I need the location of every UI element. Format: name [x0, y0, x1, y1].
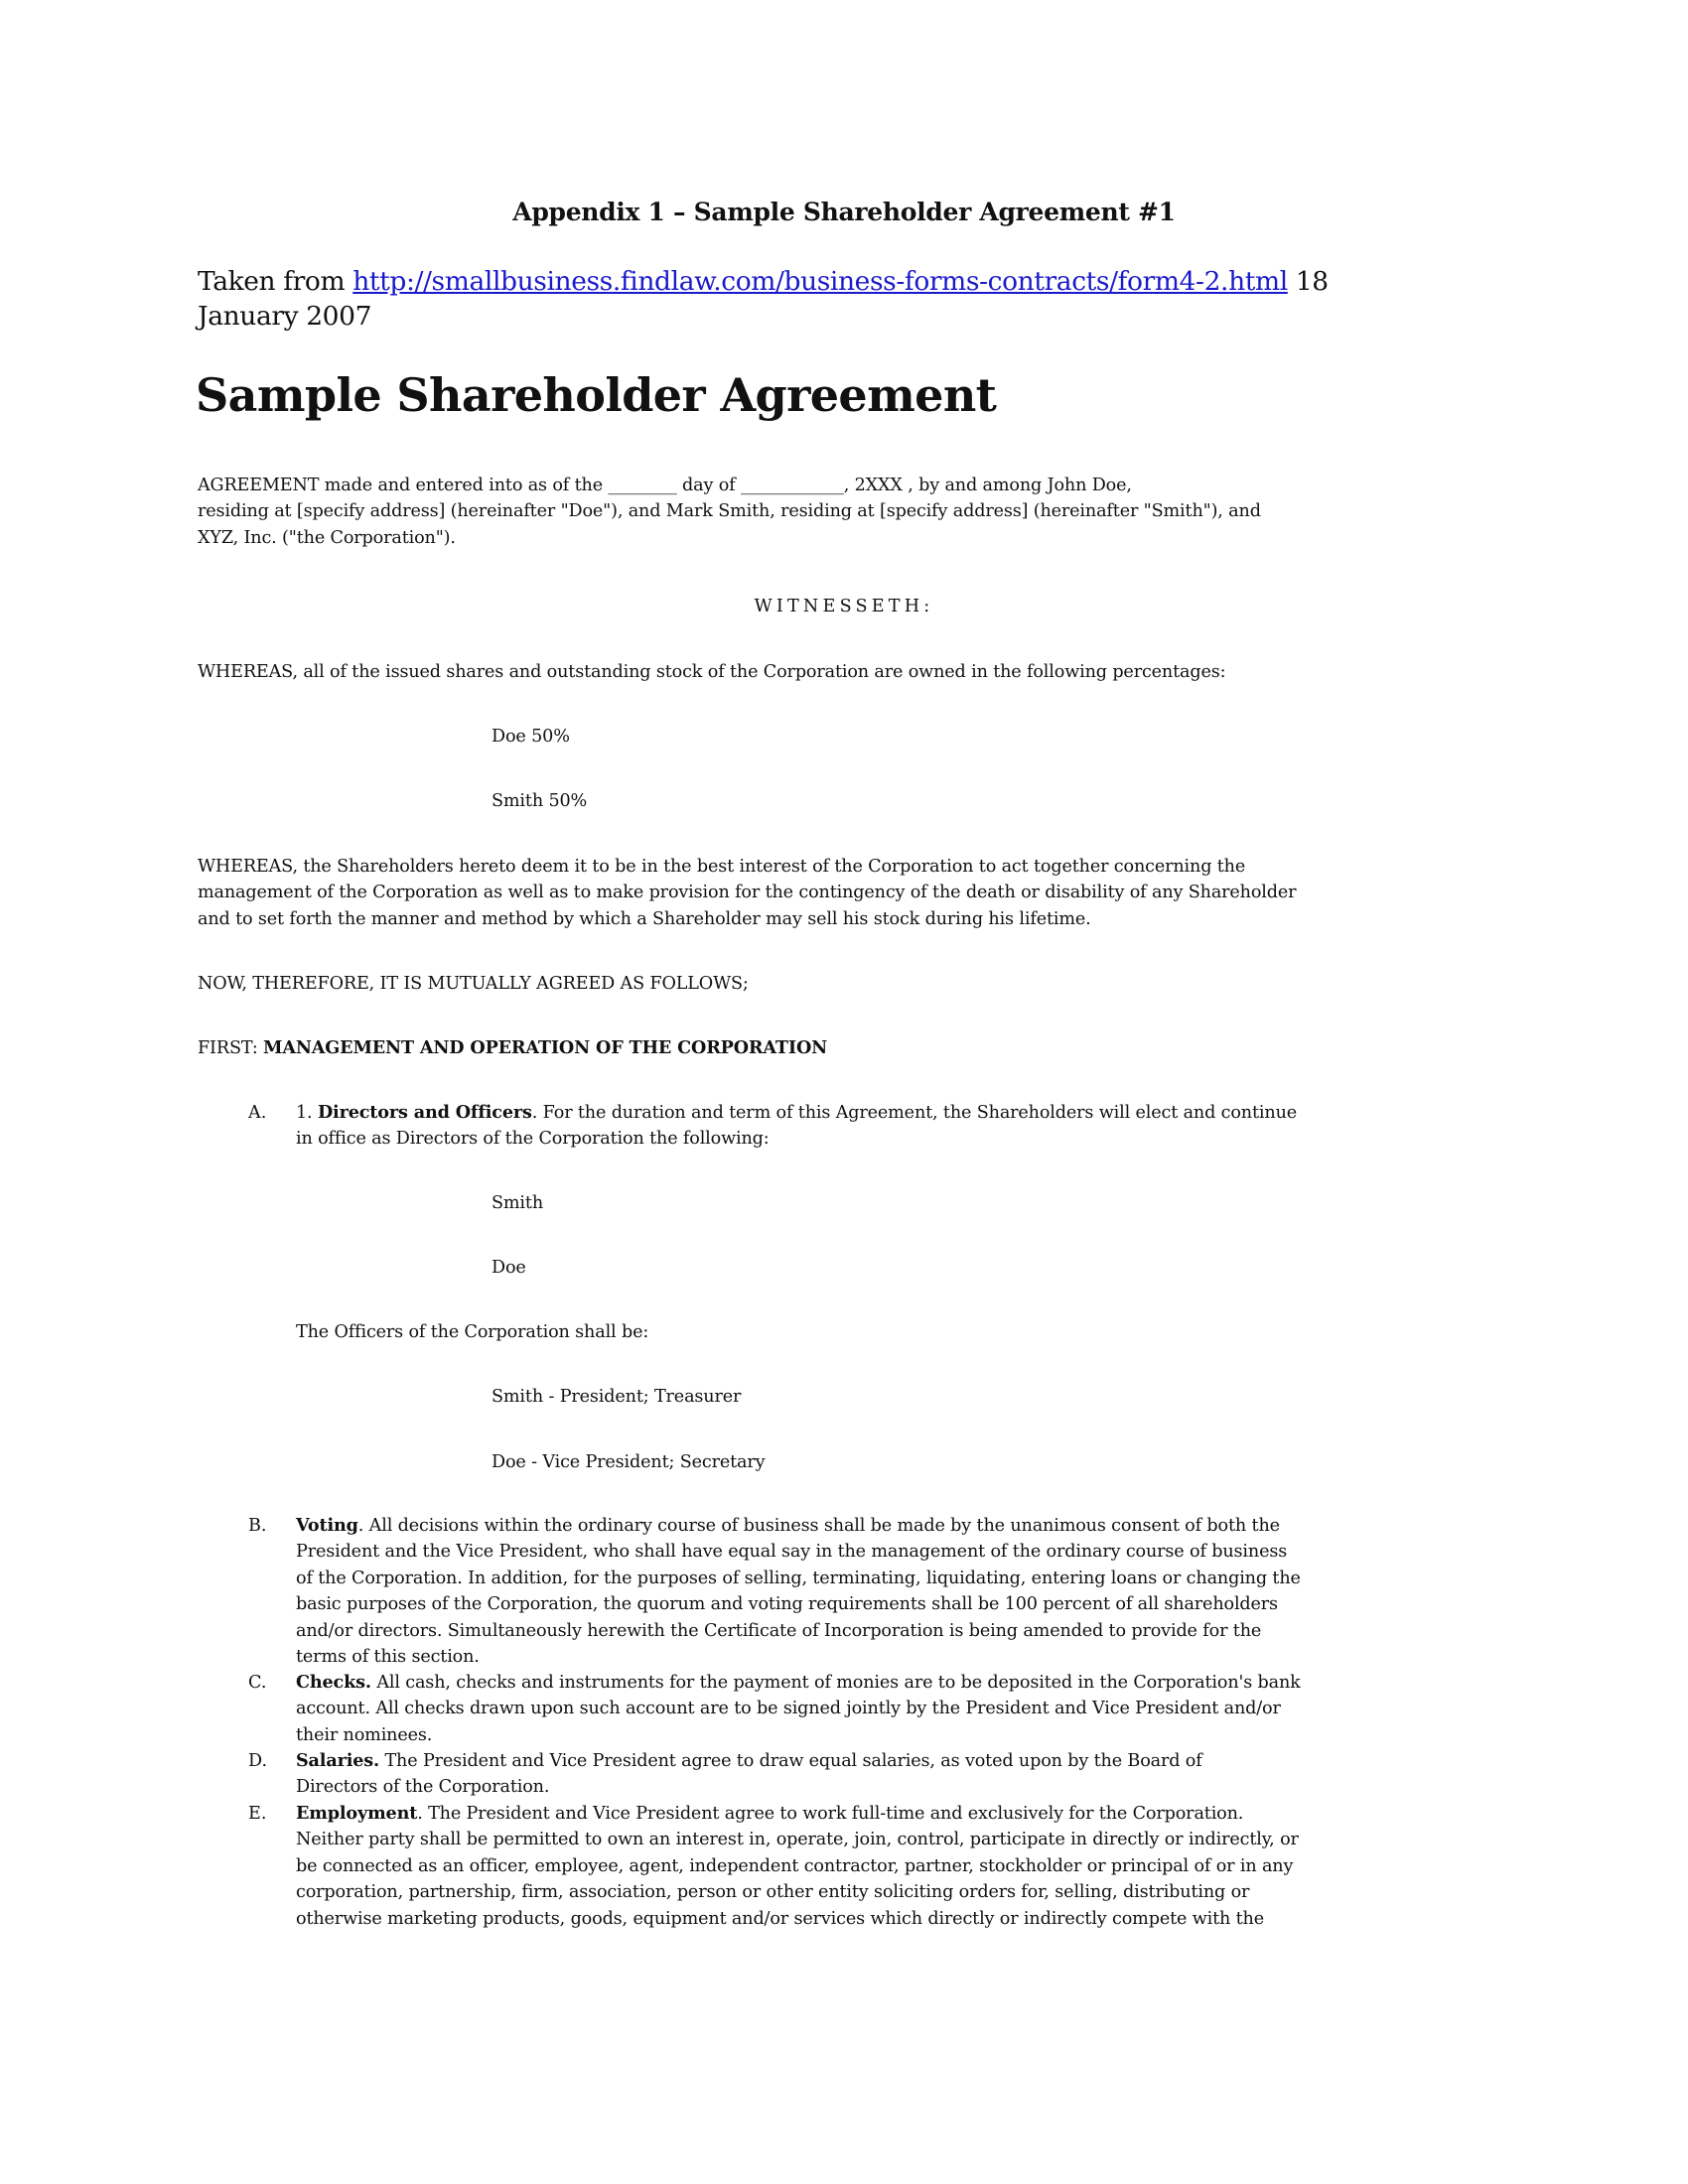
section-b-line [296, 1513, 1487, 1539]
appendix-title: Appendix 1 – Sample Shareholder Agreement #1 [512, 198, 1176, 226]
section-c-title: Checks. [296, 1672, 371, 1693]
first-title: MANAGEMENT AND OPERATION OF THE CORPORATION [263, 1037, 828, 1058]
section-e-body [296, 1801, 1487, 1932]
section-b-text: . All decisions within the ordinary course of business shall be made by the unanimous consent of both the [357, 1516, 1280, 1536]
section-e-text: . The President and Vice President agree to work full-time and exclusively for the Corporation. [417, 1804, 1244, 1824]
whereas-line: and to set forth the manner and method by which a Shareholder may sell his stock during his lifetime. [198, 908, 1091, 929]
section-c-line: account. All checks drawn upon such account are to be signed jointly by the President and Vice President and/or [296, 1699, 1281, 1719]
witnesseth-heading [0, 594, 1688, 619]
section-d-body [296, 1748, 1487, 1801]
section-b-line: terms of this section. [296, 1647, 480, 1668]
witnesseth-text: WITNESSETH: [754, 597, 934, 616]
section-e-line [296, 1801, 1487, 1827]
preamble-line: AGREEMENT made and entered into as of the ________ day of ____________, 2XXX , by and among John Doe, [198, 476, 1132, 495]
section-a-label: A. [248, 1103, 267, 1123]
ownership-item: Doe 50% [492, 727, 570, 747]
section-c-label: C. [248, 1673, 267, 1693]
now-therefore-clause: NOW, THEREFORE, IT IS MUTUALLY AGREED AS FOLLOWS; [198, 974, 749, 994]
whereas-purpose-paragraph [198, 854, 1488, 932]
source-suffix: 18 [1287, 266, 1329, 297]
section-c-text: All cash, checks and instruments for the payment of monies are to be deposited in the Corporation's bank [370, 1673, 1301, 1693]
section-b-line: of the Corporation. In addition, for the purposes of selling, terminating, liquidating, entering loans or changing the [296, 1568, 1301, 1588]
ownership-item: Smith 50% [492, 791, 588, 811]
source-link[interactable]: http://smallbusiness.findlaw.com/business-forms-contracts/form4-2.html [352, 266, 1288, 297]
first-label: FIRST: [198, 1038, 264, 1058]
whereas-line: WHEREAS, the Shareholders hereto deem it to be in the best interest of the Corporation to act together concerning the [198, 857, 1246, 877]
director-item: Smith [492, 1193, 544, 1213]
section-d-line [296, 1748, 1487, 1774]
officer-item: Doe - Vice President; Secretary [492, 1452, 766, 1472]
section-c-body [296, 1670, 1487, 1748]
section-a-body [296, 1100, 1487, 1153]
whereas-line: management of the Corporation as well as to make provision for the contingency of the death or disability of any Shareholder [198, 883, 1297, 903]
officer-item: Smith - President; Treasurer [492, 1387, 742, 1407]
section-e-line: Neither party shall be permitted to own an interest in, operate, join, control, participate in directly or indirectly, or [296, 1830, 1299, 1850]
preamble-line: residing at [specify address] (hereinafter "Doe"), and Mark Smith, residing at [specify address] (hereinafter "Smith"), and [198, 501, 1261, 522]
whereas-ownership: WHEREAS, all of the issued shares and outstanding stock of the Corporation are owned in the following percentages: [198, 662, 1226, 682]
section-a-line [296, 1100, 1487, 1126]
source-prefix: Taken from [198, 266, 353, 297]
first-article-heading [198, 1035, 1488, 1061]
section-b-label: B. [248, 1516, 267, 1536]
preamble-paragraph [198, 473, 1488, 551]
section-d-line: Directors of the Corporation. [296, 1777, 550, 1798]
section-e-label: E. [248, 1804, 267, 1824]
section-e-line: be connected as an officer, employee, agent, independent contractor, partner, stockholder or principal of or in any [296, 1855, 1294, 1876]
section-b-line: and/or directors. Simultaneously herewith the Certificate of Incorporation is being amended to provide for the [296, 1620, 1262, 1641]
preamble-line: XYZ, Inc. ("the Corporation"). [198, 527, 456, 548]
section-e-line: otherwise marketing products, goods, equipment and/or services which directly or indirectly compete with the [296, 1908, 1264, 1929]
section-b-body [296, 1513, 1487, 1670]
officers-intro: The Officers of the Corporation shall be: [296, 1322, 649, 1342]
section-a-text: . For the duration and term of this Agreement, the Shareholders will elect and continue [531, 1103, 1298, 1123]
section-e-title: Employment [296, 1803, 418, 1824]
section-d-text: The President and Vice President agree to draw equal salaries, as voted upon by the Board of [379, 1751, 1202, 1771]
section-b-title: Voting [296, 1515, 358, 1536]
section-a-line: in office as Directors of the Corporation the following: [296, 1129, 770, 1150]
section-e-line: corporation, partnership, firm, association, person or other entity soliciting orders for, selling, distributing or [296, 1882, 1250, 1903]
director-item: Doe [492, 1258, 526, 1278]
section-a-number: 1. [296, 1103, 318, 1123]
document-heading: Sample Shareholder Agreement [196, 368, 997, 422]
source-citation [198, 264, 1488, 334]
section-d-title: Salaries. [296, 1750, 380, 1771]
section-c-line [296, 1670, 1487, 1696]
section-d-label: D. [248, 1751, 268, 1771]
section-c-line: their nominees. [296, 1724, 433, 1745]
section-a-title: Directors and Officers [317, 1102, 532, 1123]
section-b-line: President and the Vice President, who shall have equal say in the management of the ordinary course of business [296, 1542, 1288, 1563]
source-date: January 2007 [198, 301, 372, 332]
section-b-line: basic purposes of the Corporation, the quorum and voting requirements shall be 100 percent of all shareholders [296, 1594, 1278, 1615]
